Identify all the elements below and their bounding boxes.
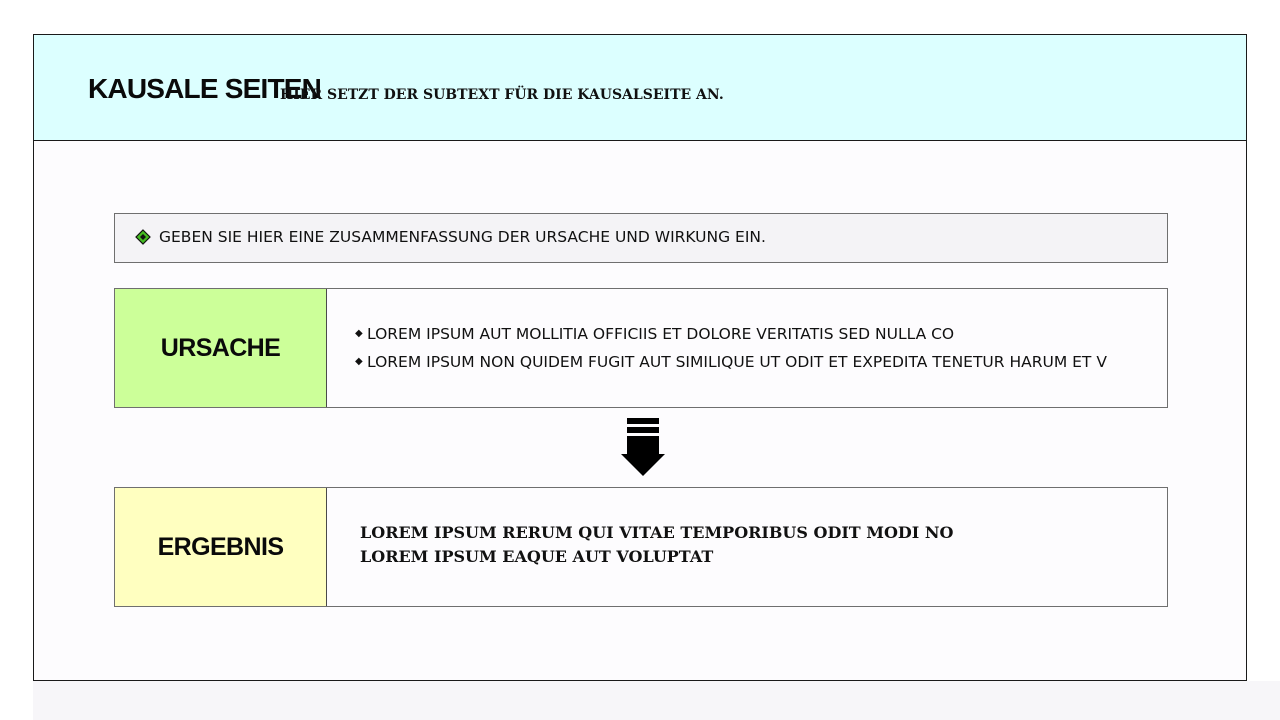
page-title: KAUSALE SEITEN: [88, 73, 322, 104]
diamond-bullet-icon: ◆: [355, 356, 363, 367]
result-line: LOREM IPSUM RERUM QUI VITAE TEMPORIBUS ODIT MODI NO: [360, 523, 954, 542]
diamond-bullet-icon: [135, 229, 151, 245]
cause-label: URSACHE: [160, 334, 281, 362]
cause-bullet-list: [355, 323, 1107, 379]
page-subtitle: HIER SETZT DER SUBTEXT FÜR DIE KAUSALSEITE AN.: [280, 87, 724, 103]
result-label-box: [115, 488, 327, 606]
cause-row: [114, 288, 1168, 408]
cause-bullet-text: LOREM IPSUM NON QUIDEM FUGIT AUT SIMILIQUE UT ODIT ET EXPEDITA TENETUR HARUM ET V: [367, 353, 1107, 371]
result-label: ERGEBNIS: [157, 533, 284, 561]
slide: [33, 34, 1247, 681]
summary-box: [114, 213, 1168, 263]
header-band: [34, 35, 1246, 141]
result-line: LOREM IPSUM EAQUE AUT VOLUPTAT: [360, 547, 714, 566]
result-row: [114, 487, 1168, 607]
cause-bullet-item: [355, 351, 1107, 379]
bottom-shade: [33, 681, 1280, 720]
result-text: [360, 522, 953, 570]
cause-label-box: [115, 289, 327, 407]
cause-bullet-text: LOREM IPSUM AUT MOLLITIA OFFICIIS ET DOLORE VERITATIS SED NULLA CO: [367, 325, 955, 343]
down-arrow-icon: [620, 418, 666, 478]
cause-bullet-item: [355, 323, 1107, 351]
summary-text: GEBEN SIE HIER EINE ZUSAMMENFASSUNG DER URSACHE UND WIRKUNG EIN.: [159, 228, 766, 246]
diamond-bullet-icon: ◆: [355, 328, 363, 339]
